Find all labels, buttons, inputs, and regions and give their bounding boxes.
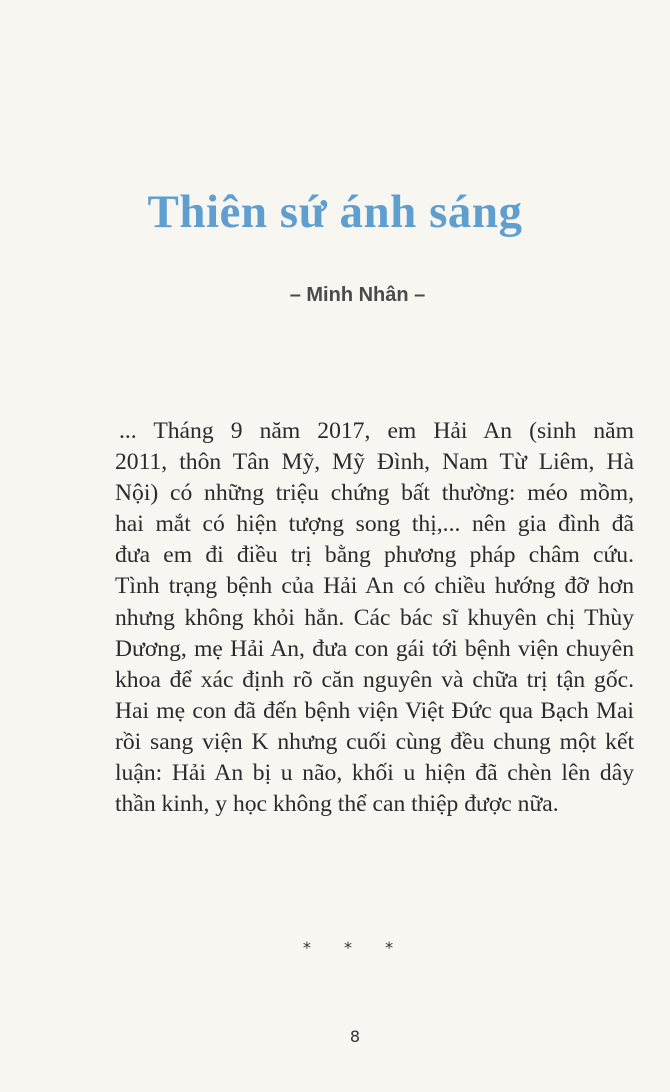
paragraph-line: Nội) có những triệu chứng bất thường: méo mồm, (115, 480, 634, 507)
paragraph-line: Tình trạng bệnh của Hải An có chiều hướng đỡ hơn (115, 573, 634, 600)
paragraph-line: ... Tháng 9 năm 2017, em Hải An (sinh năm (119, 418, 634, 444)
page-title: Thiên sứ ánh sáng (147, 186, 523, 238)
paragraph-line: đưa em đi điều trị bằng phương pháp châm cứu. (115, 542, 634, 569)
paragraph-line: thần kinh, y học không thể can thiệp được nữa. (115, 791, 559, 818)
paragraph-line: 2011, thôn Tân Mỹ, Mỹ Đình, Nam Từ Liêm, Hà (115, 449, 634, 476)
paragraph-line: Hai mẹ con đã đến bệnh viện Việt Đức qua Bạch Mai (115, 697, 634, 724)
paragraph-line: khoa để xác định rõ căn nguyên và chữa trị tận gốc. (115, 666, 634, 693)
author-name: – Minh Nhân – (289, 284, 426, 306)
paragraph-line: nhưng không khỏi hẳn. Các bác sĩ khuyên chị Thùy (115, 604, 634, 631)
paragraph-line: hai mắt có hiện tượng song thị,... nên gia đình đã (115, 511, 634, 538)
page-number: 8 (349, 1027, 361, 1046)
paragraph-line: Dương, mẹ Hải An, đưa con gái tới bệnh viện chuyên (115, 635, 634, 662)
body-paragraph (115, 416, 634, 820)
section-separator: * * * (302, 938, 408, 957)
paragraph-line: rồi sang viện K nhưng cuối cùng đều chung một kết (115, 728, 634, 755)
paragraph-line: luận: Hải An bị u não, khối u hiện đã chèn lên dây (115, 760, 634, 787)
